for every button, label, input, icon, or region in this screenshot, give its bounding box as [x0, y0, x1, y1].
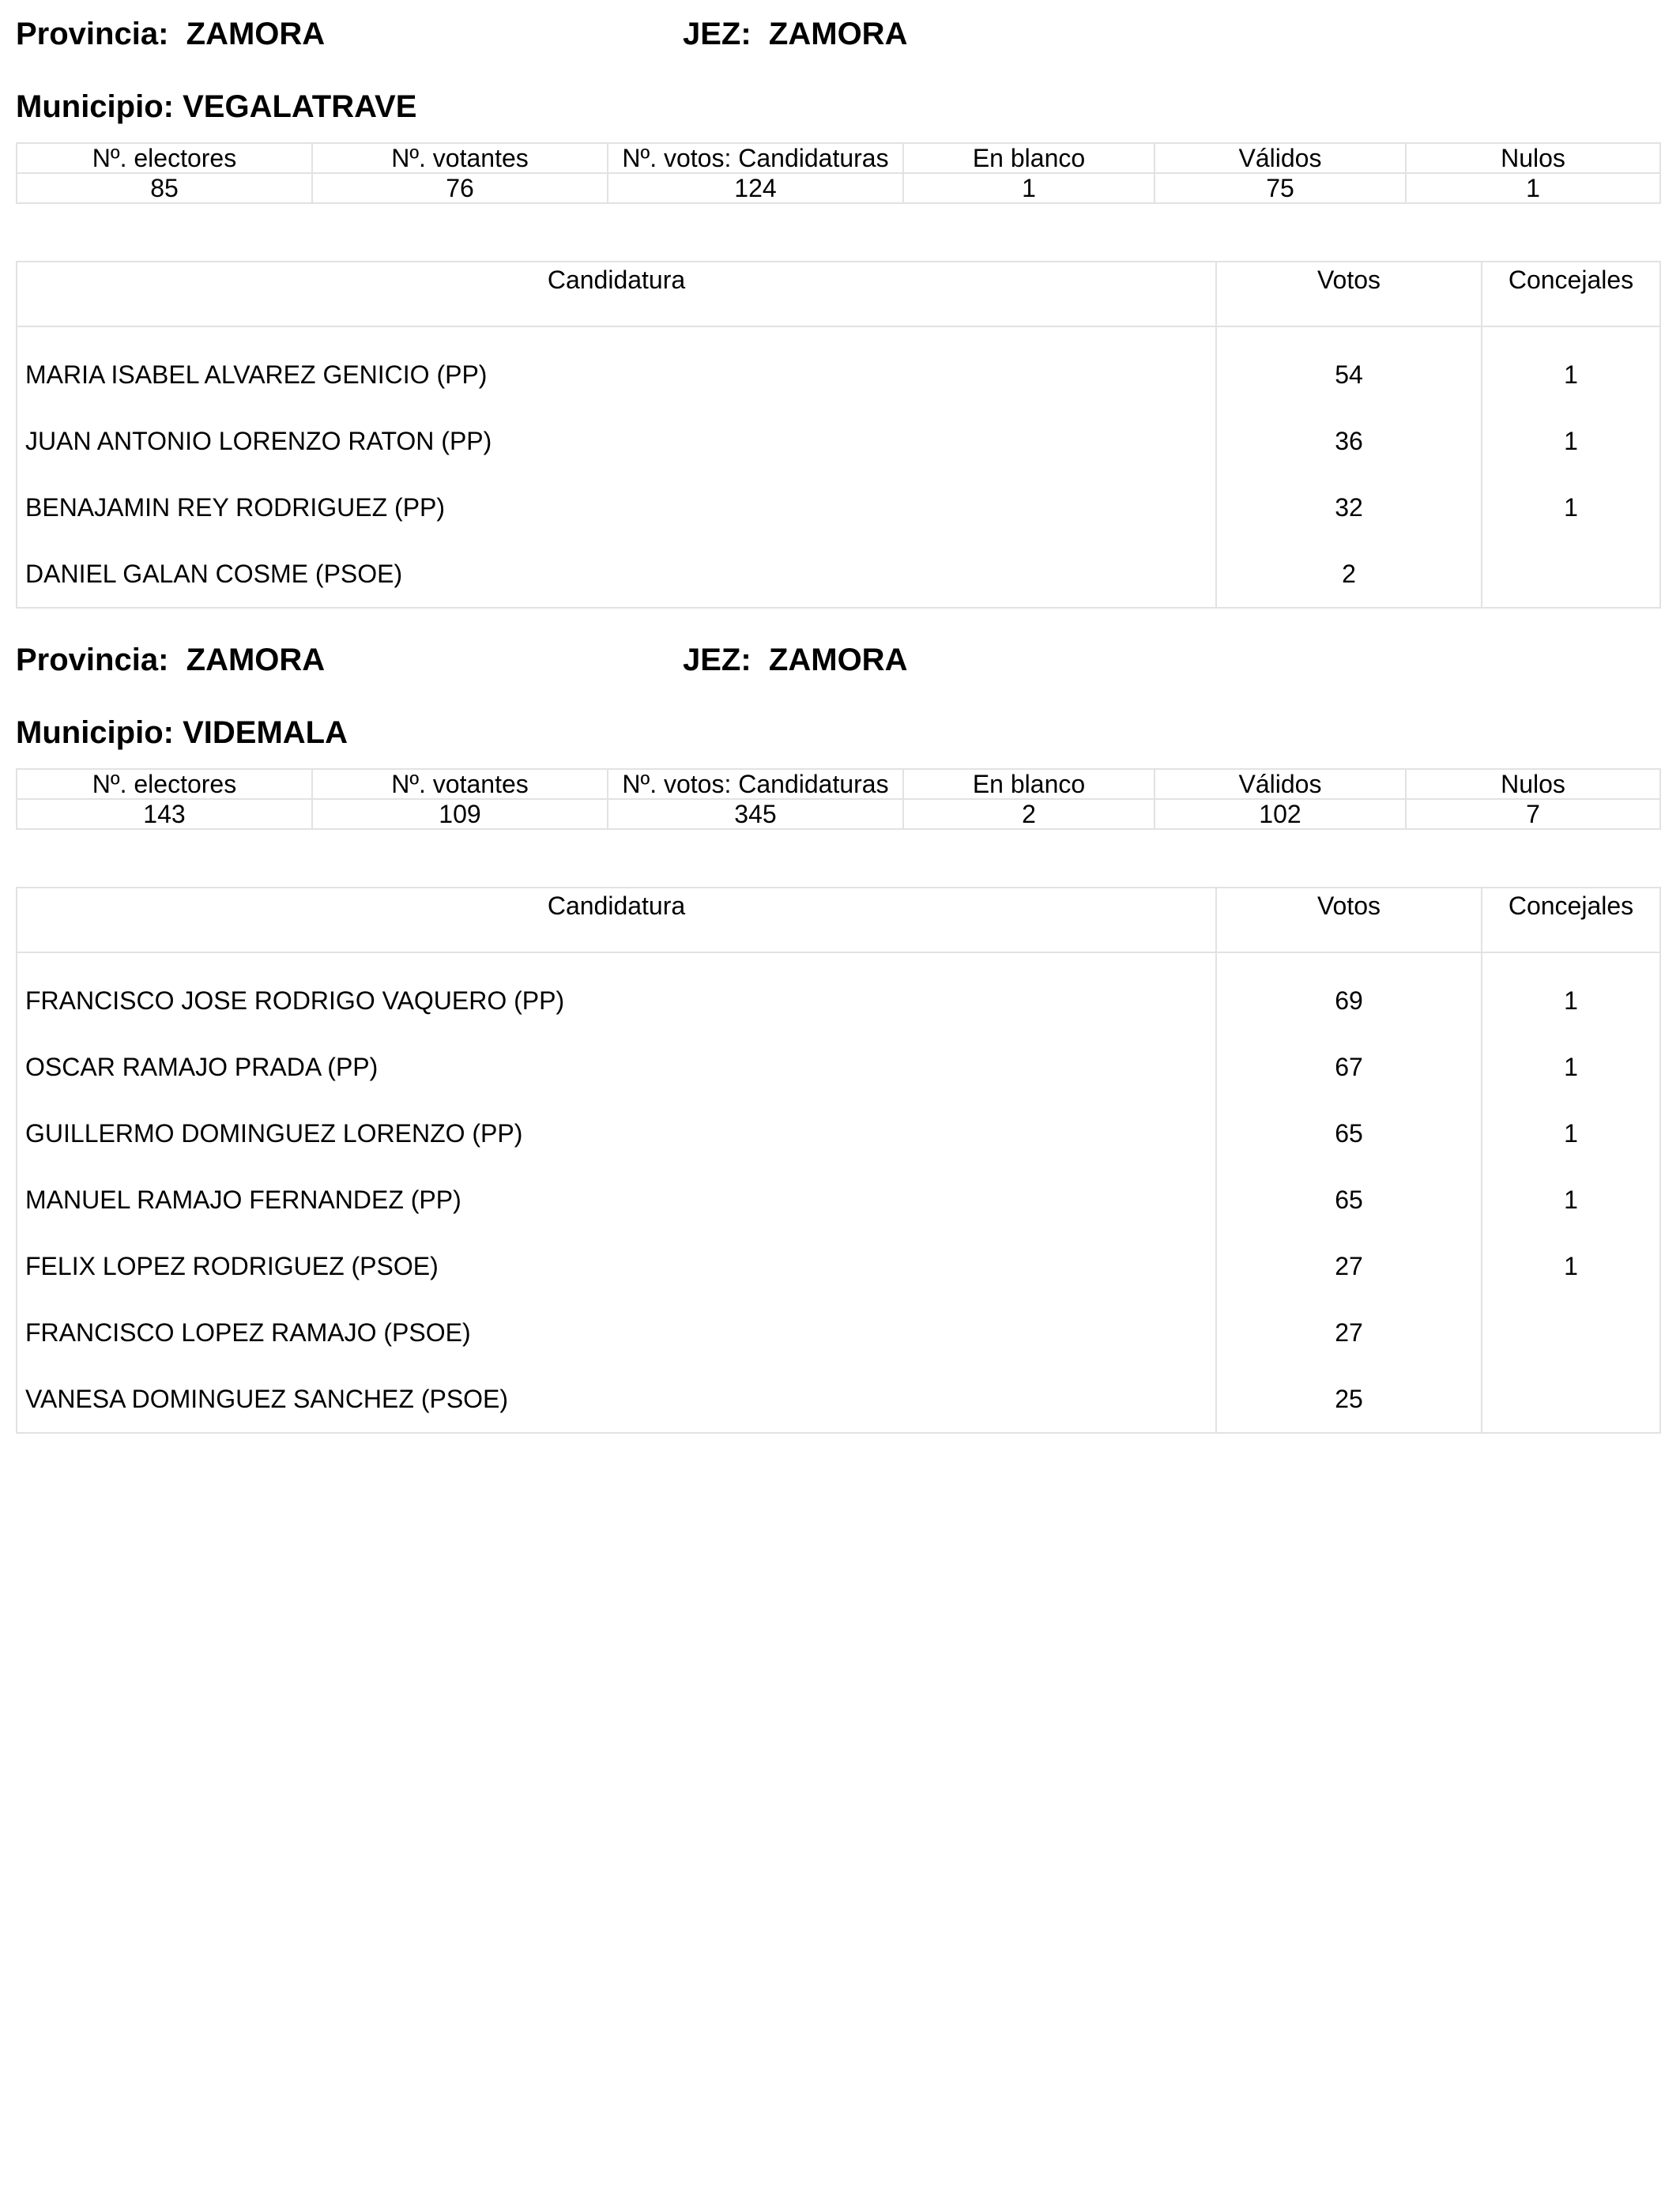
candidate-name: FRANCISCO LOPEZ RAMAJO (PSOE) [17, 1299, 1216, 1366]
candidate-name: JUAN ANTONIO LORENZO RATON (PP) [17, 408, 1216, 474]
municipio-section-vegalatrave [16, 0, 1659, 601]
provincia-label: Provincia: [16, 17, 169, 51]
candidate-concejales [1482, 541, 1660, 608]
stats-value-en-blanco: 1 [903, 173, 1155, 203]
candidate-concejales: 1 [1482, 474, 1660, 541]
stats-table [16, 768, 1661, 830]
provincia-heading [16, 640, 325, 680]
table-row [17, 408, 1660, 474]
stats-header-nulos: Nulos [1406, 769, 1660, 799]
stats-value-validos: 75 [1155, 173, 1406, 203]
candidate-votos: 69 [1216, 952, 1482, 1034]
candidate-name: FRANCISCO JOSE RODRIGO VAQUERO (PP) [17, 952, 1216, 1034]
candidate-votos: 67 [1216, 1034, 1482, 1100]
stats-header-votantes: Nº. votantes [312, 769, 608, 799]
candidate-votos: 54 [1216, 326, 1482, 408]
stats-value-votantes: 76 [312, 173, 608, 203]
stats-header-validos: Válidos [1155, 769, 1406, 799]
stats-value-nulos: 7 [1406, 799, 1660, 829]
candidates-table [16, 261, 1661, 609]
candidatura-header: Candidatura [17, 888, 1216, 952]
candidatura-header: Candidatura [17, 262, 1216, 326]
candidate-name: MARIA ISABEL ALVAREZ GENICIO (PP) [17, 326, 1216, 408]
candidate-votos: 65 [1216, 1100, 1482, 1167]
provincia-value: ZAMORA [186, 17, 326, 51]
candidate-concejales [1482, 1366, 1660, 1433]
municipio-value: VEGALATRAVE [183, 89, 417, 124]
jez-value: ZAMORA [768, 643, 908, 677]
stats-value-votos-candidaturas: 124 [608, 173, 903, 203]
candidate-votos: 65 [1216, 1167, 1482, 1233]
votos-header: Votos [1216, 888, 1482, 952]
jez-heading [683, 14, 907, 54]
table-row [17, 1034, 1660, 1100]
candidate-votos: 25 [1216, 1366, 1482, 1433]
municipio-label: Municipio: [16, 715, 174, 750]
stats-header-votos-candidaturas: Nº. votos: Candidaturas [608, 769, 903, 799]
jez-label: JEZ: [683, 643, 751, 677]
candidate-concejales [1482, 1299, 1660, 1366]
table-row [17, 1167, 1660, 1233]
candidate-concejales: 1 [1482, 1034, 1660, 1100]
candidate-concejales: 1 [1482, 952, 1660, 1034]
table-row [17, 952, 1660, 1034]
candidates-table [16, 887, 1661, 1434]
municipio-label: Municipio: [16, 89, 174, 124]
municipio-section-videmala [16, 626, 1659, 1456]
candidate-concejales: 1 [1482, 1100, 1660, 1167]
jez-value: ZAMORA [768, 17, 908, 51]
stats-value-votos-candidaturas: 345 [608, 799, 903, 829]
candidate-name: BENAJAMIN REY RODRIGUEZ (PP) [17, 474, 1216, 541]
table-row [17, 1233, 1660, 1299]
municipio-heading [16, 713, 348, 752]
candidate-concejales: 1 [1482, 1233, 1660, 1299]
concejales-header: Concejales [1482, 262, 1660, 326]
jez-label: JEZ: [683, 17, 751, 51]
stats-header-votos-candidaturas: Nº. votos: Candidaturas [608, 143, 903, 173]
candidate-votos: 36 [1216, 408, 1482, 474]
candidates-header-row [17, 262, 1660, 326]
candidate-votos: 27 [1216, 1233, 1482, 1299]
candidate-concejales: 1 [1482, 408, 1660, 474]
candidate-name: MANUEL RAMAJO FERNANDEZ (PP) [17, 1167, 1216, 1233]
stats-header-electores: Nº. electores [17, 143, 312, 173]
table-row [17, 1100, 1660, 1167]
provincia-label: Provincia: [16, 643, 169, 677]
concejales-header: Concejales [1482, 888, 1660, 952]
candidate-concejales: 1 [1482, 326, 1660, 408]
candidates-header-row [17, 888, 1660, 952]
stats-header-validos: Válidos [1155, 143, 1406, 173]
candidate-name: FELIX LOPEZ RODRIGUEZ (PSOE) [17, 1233, 1216, 1299]
jez-heading [683, 640, 907, 680]
candidate-votos: 27 [1216, 1299, 1482, 1366]
candidate-name: GUILLERMO DOMINGUEZ LORENZO (PP) [17, 1100, 1216, 1167]
stats-value-electores: 143 [17, 799, 312, 829]
stats-header-votantes: Nº. votantes [312, 143, 608, 173]
stats-value-votantes: 109 [312, 799, 608, 829]
stats-header-row [17, 143, 1660, 173]
stats-value-electores: 85 [17, 173, 312, 203]
stats-value-nulos: 1 [1406, 173, 1660, 203]
table-row [17, 1299, 1660, 1366]
stats-value-validos: 102 [1155, 799, 1406, 829]
municipio-heading [16, 87, 416, 126]
stats-header-electores: Nº. electores [17, 769, 312, 799]
stats-header-nulos: Nulos [1406, 143, 1660, 173]
candidate-name: DANIEL GALAN COSME (PSOE) [17, 541, 1216, 608]
stats-table [16, 142, 1661, 204]
stats-value-row [17, 173, 1660, 203]
stats-value-en-blanco: 2 [903, 799, 1155, 829]
table-row [17, 541, 1660, 608]
stats-header-en-blanco: En blanco [903, 769, 1155, 799]
candidate-concejales: 1 [1482, 1167, 1660, 1233]
candidate-votos: 32 [1216, 474, 1482, 541]
stats-header-row [17, 769, 1660, 799]
table-row [17, 1366, 1660, 1433]
stats-header-en-blanco: En blanco [903, 143, 1155, 173]
municipio-value: VIDEMALA [183, 715, 348, 750]
table-row [17, 474, 1660, 541]
provincia-heading [16, 14, 325, 54]
provincia-value: ZAMORA [186, 643, 326, 677]
stats-value-row [17, 799, 1660, 829]
table-row [17, 326, 1660, 408]
candidate-name: OSCAR RAMAJO PRADA (PP) [17, 1034, 1216, 1100]
candidate-votos: 2 [1216, 541, 1482, 608]
votos-header: Votos [1216, 262, 1482, 326]
candidate-name: VANESA DOMINGUEZ SANCHEZ (PSOE) [17, 1366, 1216, 1433]
